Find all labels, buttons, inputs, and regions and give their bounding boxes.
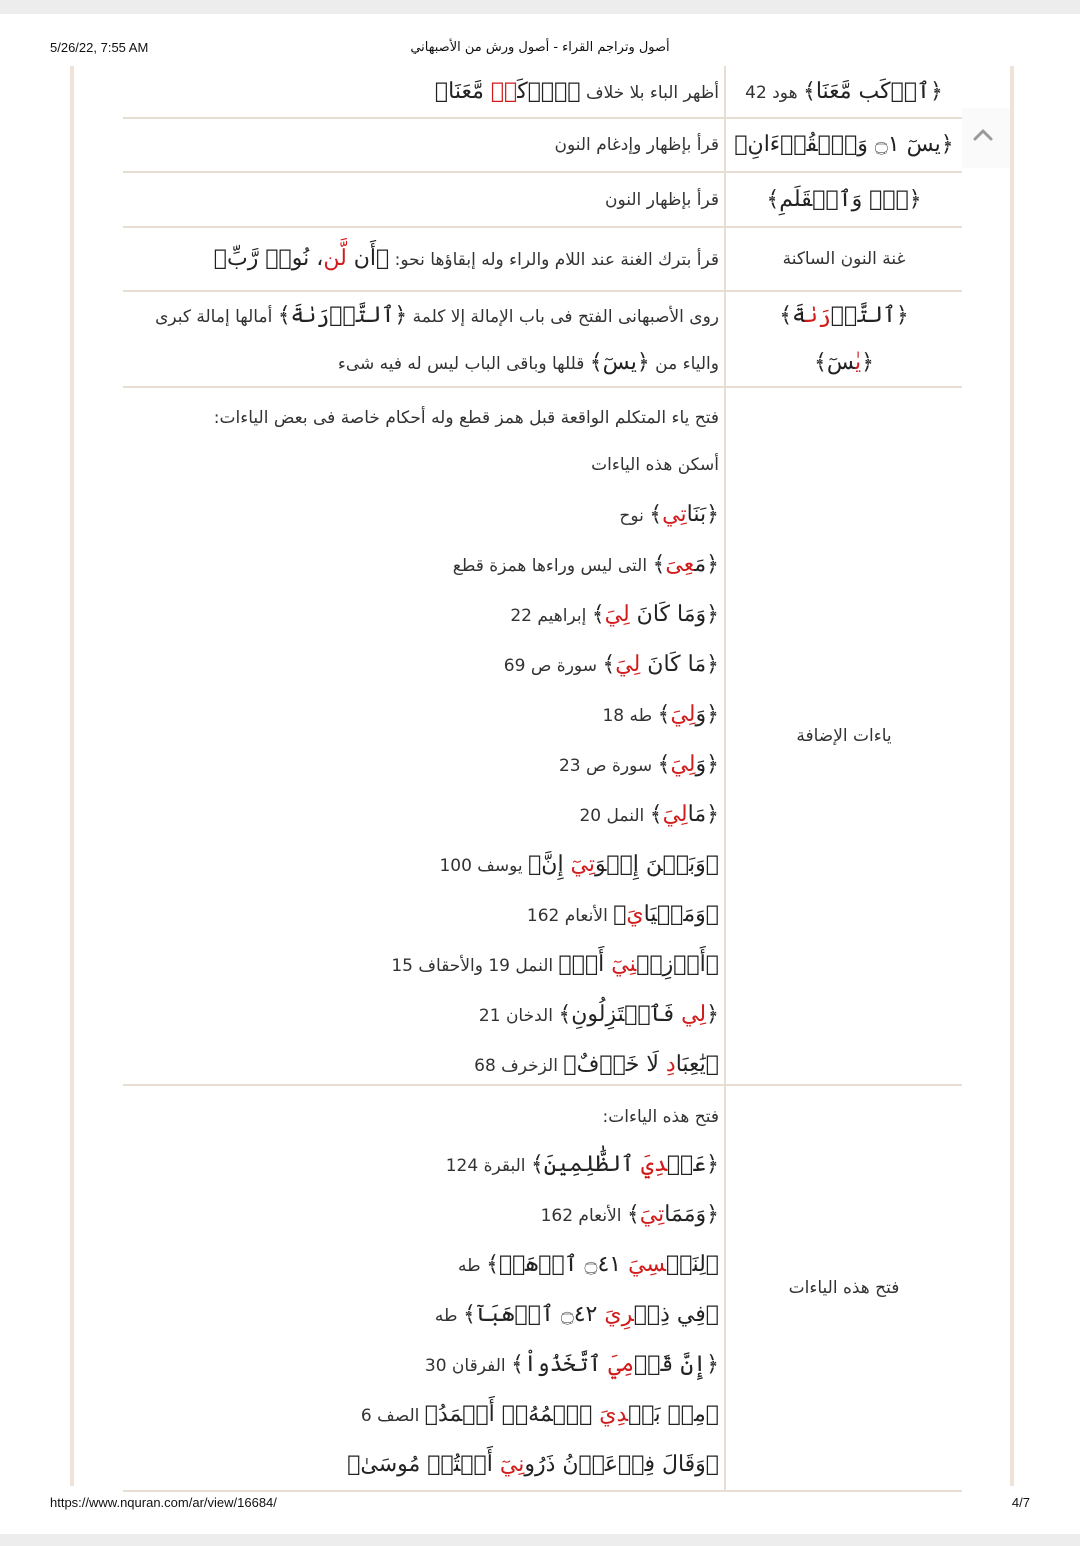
- ornate-bracket-close: ﴾: [814, 350, 827, 375]
- verse-part: وَمَا كَانَ: [629, 602, 707, 627]
- verse-part: عَهۡ: [666, 1152, 707, 1177]
- verse-close: ﴾: [277, 303, 291, 328]
- verse-close: ﴾: [652, 552, 666, 577]
- line-tail: الدخان 21: [478, 1006, 559, 1026]
- verse-part: ٱرۡكَ: [517, 78, 568, 104]
- verse-highlight: تِيَ: [639, 1202, 665, 1227]
- body-line: [123, 490, 719, 540]
- verse-close: ﴾: [649, 502, 663, 527]
- row-body: [123, 388, 724, 1084]
- line-text: أظهر الباء بلا خلاف: [580, 82, 719, 103]
- verse-open: ﴿: [636, 350, 650, 375]
- verse-highlight: لِي: [681, 1002, 707, 1027]
- verse-open: ﴿: [705, 1052, 719, 1077]
- verse-open: ﴿: [705, 1452, 719, 1477]
- ornate-bracket-close: ﴾: [802, 78, 816, 104]
- verse-highlight: تِيٓ: [570, 852, 596, 877]
- verse-part: فَٱعۡتَزِلُونِ: [571, 1002, 682, 1027]
- body-line: [123, 1340, 719, 1390]
- verse-open: ﴿: [706, 502, 719, 527]
- body-line: [123, 890, 719, 940]
- page-frame-right: [1010, 66, 1014, 1486]
- verse-highlight: لِيَ: [670, 702, 696, 727]
- line-tail: سورة ص 23: [558, 756, 658, 776]
- line-tail: الأنعام 162: [540, 1206, 627, 1226]
- ornate-bracket-close: ﴾: [779, 303, 793, 328]
- line-tail: الزخرف 68: [474, 1056, 564, 1076]
- table-row: [123, 388, 962, 1086]
- table-row: [123, 173, 962, 228]
- verse-open: ﴿: [706, 652, 719, 677]
- print-bottom-margin: [0, 1534, 1080, 1546]
- line-tail: سورة ص 69: [503, 656, 603, 676]
- verse-open: ﴿: [706, 602, 719, 627]
- verse-part: إِنَّ: [541, 852, 571, 877]
- verse-highlight: لِيَ: [604, 602, 630, 627]
- verse-highlight: بۡ: [490, 78, 518, 104]
- line-text: فتح هذه الياءات:: [602, 1107, 719, 1127]
- table-row: [123, 292, 962, 388]
- table-row: [123, 228, 962, 292]
- heading-highlight: رَى: [805, 303, 831, 328]
- verse-open: ﴿: [706, 1002, 719, 1027]
- verse-close: ﴾: [626, 1202, 640, 1227]
- verse-close: ﴾: [602, 652, 616, 677]
- body-line: [123, 940, 719, 990]
- heading-verse: ٰةَ: [792, 303, 806, 328]
- line-text: أسكن هذه الياءات: [591, 455, 719, 475]
- verse-highlight: لِيَ: [615, 652, 641, 677]
- verse-open: ﴿: [706, 1202, 719, 1227]
- body-line: [123, 640, 719, 690]
- verse-part: وَمَحۡيَا: [643, 902, 706, 927]
- body-line: [123, 1240, 719, 1290]
- body-line: [123, 540, 719, 590]
- heading-verse: نٓۚ وَٱلۡقَلَمِ: [779, 186, 909, 212]
- verse-highlight: سِيَ: [628, 1252, 667, 1277]
- verse-close: ﴾: [347, 1452, 361, 1477]
- heading-verse: سٓ: [826, 350, 855, 375]
- line-tail: الفرقان 30: [424, 1356, 512, 1376]
- line-tail: البقرة 124: [445, 1156, 531, 1176]
- row-heading: [724, 119, 962, 171]
- line-tail: التى ليس وراءها همزة قطع: [452, 556, 653, 576]
- verse-open: ﴿: [567, 78, 581, 104]
- verse-open: ﴿: [705, 852, 719, 877]
- body-line: [123, 1140, 719, 1190]
- body-line: [123, 1290, 719, 1340]
- verse-highlight: دِيَ: [599, 1402, 629, 1427]
- verse-highlight: رِيَ: [604, 1302, 634, 1327]
- verse-open: ﴿: [705, 1252, 719, 1277]
- verse-part: يَٰعِبَا: [675, 1052, 706, 1077]
- heading-verse: يسٓ ۝١ وَٱلۡقُرۡءَانِ: [747, 132, 941, 157]
- verse-close: ﴾: [649, 802, 663, 827]
- verse-close: ﴾: [563, 1052, 577, 1077]
- ornate-bracket-open: ﴿: [895, 303, 909, 328]
- line-tail: أمالها إمالة كبرى: [155, 307, 278, 327]
- body-line: [123, 1040, 719, 1090]
- print-url: https://www.nquran.com/ar/view/16684/: [50, 1495, 277, 1510]
- verse-highlight: لِيَ: [662, 802, 688, 827]
- line-text: والياء من: [649, 354, 719, 374]
- heading-highlight: يٰ: [854, 350, 862, 375]
- body-line: [123, 292, 719, 340]
- verse-part: مِنۢ بَعۡ: [628, 1402, 706, 1427]
- verse-part: يسٓ: [602, 350, 637, 375]
- body-line: [123, 990, 719, 1040]
- verse-highlight: دِ: [665, 1052, 676, 1077]
- row-body: [123, 119, 724, 171]
- chevron-up-icon[interactable]: [972, 124, 994, 146]
- body-line: [123, 590, 719, 640]
- verse-highlight: مِيَ: [608, 1352, 635, 1377]
- line-text: قرأ بترك الغنة عند اللام والراء وله إبقاؤها نحو:: [389, 250, 719, 270]
- body-line: [123, 67, 719, 117]
- row-heading: [724, 66, 962, 117]
- verse-part: وَمَمَا: [664, 1202, 707, 1227]
- row-body: [123, 66, 724, 117]
- print-title: أصول وتراجم القراء - أصول ورش من الأصبهاني: [410, 40, 670, 55]
- verse-open: ﴿: [394, 303, 408, 328]
- body-line: [123, 120, 719, 170]
- verse-close: ﴾: [486, 1252, 499, 1277]
- verse-part: لَا خَوۡفٌ: [576, 1052, 666, 1077]
- table-row: [123, 66, 962, 119]
- line-tail: قللها وباقى الباب ليس له فيه شىء: [337, 354, 590, 374]
- row-heading: [724, 173, 962, 226]
- verse-highlight: لِيَ: [670, 752, 696, 777]
- line-text: قرأ بإظهار النون: [604, 189, 719, 210]
- verse-highlight: نِيٓ: [611, 952, 637, 977]
- verse-part: وَبَيۡنَ إِخۡوَ: [595, 852, 706, 877]
- verse-open: ﴿: [705, 902, 719, 927]
- body-line: [123, 1440, 719, 1490]
- print-top-margin: [0, 0, 1080, 14]
- verse-close: ﴾: [434, 78, 449, 104]
- body-line: [123, 790, 719, 840]
- verse-open: ﴿: [706, 552, 719, 577]
- verse-close: ﴾: [558, 1002, 572, 1027]
- verse-close: ﴾: [530, 1152, 544, 1177]
- verse-part: مَا كَانَ: [640, 652, 707, 677]
- line-tail: إبراهيم 22: [510, 606, 592, 626]
- body-line: [123, 840, 719, 890]
- table-row: [123, 119, 962, 173]
- verse-part: ۝٤١ ٱذۡهَبۡ: [498, 1252, 629, 1277]
- verse-highlight: لَّن: [323, 246, 347, 271]
- verse-open: ﴿: [376, 246, 390, 271]
- verse-part: بَنَا: [686, 502, 707, 527]
- verse-part: أَنۡ: [571, 952, 612, 977]
- row-heading: [724, 1086, 962, 1490]
- verse-close: ﴾: [462, 1302, 476, 1327]
- line-tail: طه 18: [602, 706, 658, 726]
- verse-part: إِنَّ قَوۡ: [634, 1352, 707, 1377]
- verse-highlight: عِىَ: [665, 552, 695, 577]
- line-tail: النمل 19 والأحقاف 15: [391, 956, 559, 976]
- verse-highlight: نِيٓ: [499, 1452, 525, 1477]
- row-body: [123, 1086, 724, 1490]
- verse-close: ﴾: [558, 952, 572, 977]
- ornate-bracket-open: ﴿: [929, 78, 943, 104]
- verse-highlight: دِيَ: [641, 1152, 667, 1177]
- body-line: [123, 1094, 719, 1140]
- verse-close: ﴾: [213, 246, 227, 271]
- verse-close: ﴾: [528, 852, 542, 877]
- print-page-number: 4/7: [1011, 1495, 1030, 1510]
- ornate-bracket-open: ﴿: [908, 186, 922, 212]
- verse-open: ﴿: [705, 952, 719, 977]
- ornate-bracket-close: ﴾: [734, 132, 748, 157]
- verse-part: مَّعَنَا: [448, 78, 491, 104]
- row-heading: [724, 292, 962, 386]
- verse-part: ٱسۡمُهُۥٓ أَحۡمَدُ: [438, 1402, 600, 1427]
- verse-part: أَقۡتُلۡ مُوسَىٰ: [360, 1452, 500, 1477]
- verse-open: ﴿: [706, 702, 719, 727]
- row-heading: [724, 388, 962, 1084]
- print-date: 5/26/22, 7:55 AM: [50, 40, 149, 55]
- verse-open: ﴿: [706, 802, 719, 827]
- verse-part: أَن: [346, 246, 377, 271]
- verse-part: ٱلتَّوۡرَىٰةَ: [290, 303, 395, 328]
- line-tail: الأنعام 162: [526, 906, 614, 926]
- verse-part: ۝٤٢ ٱذۡهَبَآ: [475, 1302, 605, 1327]
- body-line: [123, 234, 719, 284]
- verse-close: ﴾: [424, 1402, 438, 1427]
- line-tail: طه: [458, 1256, 487, 1276]
- heading-verse: ٱرۡكَب مَّعَنَا: [815, 78, 930, 104]
- heading-label: فتح هذه الياءات: [788, 1278, 900, 1298]
- verse-part: لِنَفۡ: [666, 1252, 706, 1277]
- line-text: فتح ياء المتكلم الواقعة قبل همز قطع وله أحكام خاصة فى بعض الياءات:: [213, 408, 719, 428]
- verse-part: فِي ذِكۡ: [633, 1302, 706, 1327]
- body-line: [123, 690, 719, 740]
- verse-part: أَوۡزِعۡ: [636, 952, 706, 977]
- verse-close: ﴾: [589, 350, 603, 375]
- line-tail: الصف 6: [360, 1406, 425, 1426]
- body-line: [123, 1390, 719, 1440]
- verse-open: ﴿: [705, 1302, 719, 1327]
- body-line: [123, 396, 719, 440]
- ornate-bracket-close: ﴾: [766, 186, 780, 212]
- body-line: [123, 740, 719, 790]
- body-line: [123, 340, 719, 386]
- heading-label: غنة النون الساكنة: [782, 249, 906, 269]
- verse-open: ﴿: [706, 1152, 719, 1177]
- line-tail: طه: [434, 1306, 463, 1326]
- verse-open: ﴿: [706, 1352, 719, 1377]
- verse-part: ٱلظَّٰلِمِينَ: [543, 1152, 642, 1177]
- verse-open: ﴿: [706, 752, 719, 777]
- row-body: [123, 173, 724, 226]
- ornate-bracket-open: ﴿: [861, 350, 874, 375]
- verse-part: مَ: [694, 552, 707, 577]
- verse-part: وَقَالَ فِرۡعَوۡنُ ذَرُو: [524, 1452, 706, 1477]
- verse-open: ﴿: [705, 1402, 719, 1427]
- row-body: [123, 292, 724, 386]
- verse-part: مَا: [687, 802, 707, 827]
- verse-part: وَ: [695, 702, 707, 727]
- verse-close: ﴾: [591, 602, 605, 627]
- heading-label: ياءات الإضافة: [796, 726, 892, 746]
- verse-close: ﴾: [657, 752, 671, 777]
- verse-close: ﴾: [657, 702, 671, 727]
- line-text: قرأ بإظهار وإدغام النون: [554, 135, 719, 155]
- verse-highlight: تِي: [662, 502, 687, 527]
- heading-verse: ٱلتَّوۡ: [830, 303, 896, 328]
- verse-close: ﴾: [511, 1352, 524, 1377]
- body-line: [123, 440, 719, 490]
- ornate-bracket-open: ﴿: [940, 132, 954, 157]
- line-text: روى الأصبهانى الفتح فى باب الإمالة إلا كلمة: [407, 307, 719, 327]
- page-frame-left: [70, 66, 74, 1486]
- line-tail: يوسف 100: [439, 856, 529, 876]
- verse-close: ﴾: [613, 902, 627, 927]
- row-heading: [724, 228, 962, 290]
- verse-part: ، نُوحٞ رَّبِّ: [227, 246, 324, 271]
- verse-part: وَ: [695, 752, 707, 777]
- body-line: [123, 175, 719, 225]
- row-body: [123, 228, 724, 290]
- table-row: [123, 1086, 962, 1492]
- body-line: [123, 1190, 719, 1240]
- rules-table: [123, 66, 962, 1492]
- verse-part: ٱتَّخَذُواْ: [523, 1352, 609, 1377]
- heading-reference: هود 42: [745, 82, 803, 103]
- line-tail: النمل 20: [579, 806, 650, 826]
- verse-highlight: يَ: [626, 902, 644, 927]
- line-tail: نوح: [619, 506, 650, 526]
